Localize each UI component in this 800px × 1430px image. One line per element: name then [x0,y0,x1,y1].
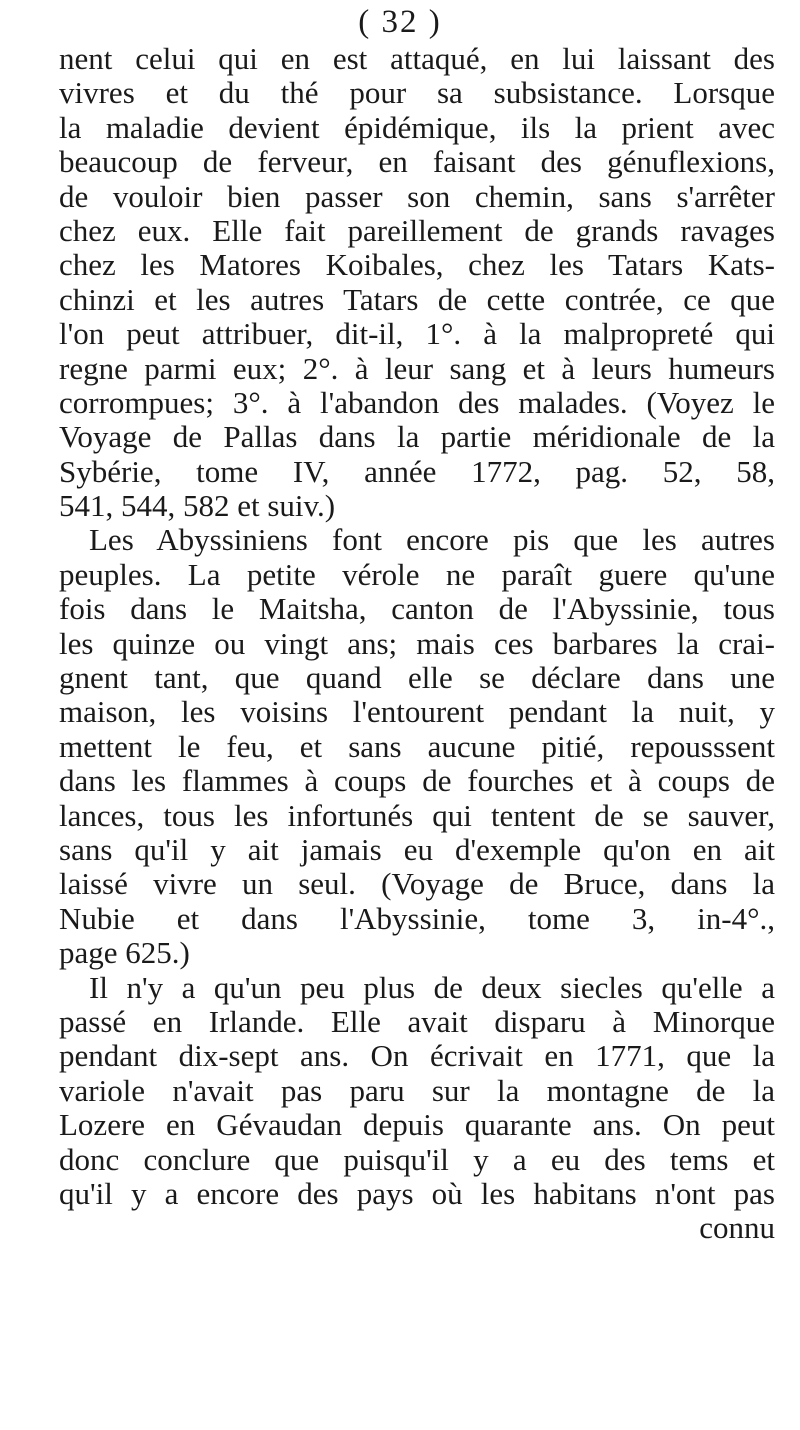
text-line: passé en Irlande. Elle avait disparu à Minorque [59,1003,775,1039]
text-line: lances, tous les infortunés qui tentent de se sauver, [59,797,775,833]
text-line: Il n'y a qu'un peu plus de deux siecles qu'elle a [89,969,775,1005]
text-line: chinzi et les autres Tatars de cette contrée, ce que [59,281,775,317]
text-line: variole n'avait pas paru sur la montagne de la [59,1072,775,1108]
text-line: laissé vivre un seul. (Voyage de Bruce, dans la [59,866,775,902]
text-line: qu'il y a encore des pays où les habitans n'ont pas [59,1175,775,1211]
text-line: Sybérie, tome IV, année 1772, pag. 52, 58, [59,453,775,489]
text-line: chez les Matores Koibales, chez les Tatars Kats- [59,247,775,283]
text-line: gnent tant, que quand elle se déclare dans une [59,660,775,696]
text-line: page 625.) [59,935,190,971]
text-line: chez eux. Elle fait pareillement de grands ravages [59,212,775,248]
text-line: beaucoup de ferveur, en faisant des génuflexions, [59,144,775,180]
text-line: l'on peut attribuer, dit-il, 1°. à la malpropreté qui [59,316,775,352]
text-line: Nubie et dans l'Abyssinie, tome 3, in-4°., [59,900,775,936]
text-line: maison, les voisins l'entourent pendant la nuit, y [59,694,775,730]
text-line: peuples. La petite vérole ne paraît guere qu'une [59,556,775,592]
text-line: mettent le feu, et sans aucune pitié, repousssent [59,728,775,764]
text-line: fois dans le Maitsha, canton de l'Abyssinie, tous [59,591,775,627]
text-line: donc conclure que puisqu'il y a eu des tems et [59,1141,775,1177]
text-line: vivres et du thé pour sa subsistance. Lorsque [59,75,775,111]
body-text [59,42,775,1246]
text-line: corrompues; 3°. à l'abandon des malades. (Voyez le [59,384,775,420]
text-line: pendant dix-sept ans. On écrivait en 1771, que la [59,1038,775,1074]
text-line: 541, 544, 582 et suiv.) [59,488,336,524]
text-line: Les Abyssiniens font encore pis que les autres [89,522,775,558]
text-line: regne parmi eux; 2°. à leur sang et à leurs humeurs [59,350,775,386]
catchword: connu [699,1210,775,1246]
text-line: les quinze ou vingt ans; mais ces barbares la crai- [59,625,775,661]
text-line: nent celui qui en est attaqué, en lui laissant des [59,41,775,76]
text-line: Voyage de Pallas dans la partie méridionale de la [59,419,775,455]
page-number: ( 32 ) [358,4,442,40]
text-line: dans les flammes à coups de fourches et à coups de [59,763,775,799]
text-line: sans qu'il y ait jamais eu d'exemple qu'on en ait [59,831,775,867]
text-line: la maladie devient épidémique, ils la prient avec [59,109,775,145]
text-line: Lozere en Gévaudan depuis quarante ans. On peut [59,1107,775,1143]
text-line: de vouloir bien passer son chemin, sans s'arrêter [59,178,775,214]
